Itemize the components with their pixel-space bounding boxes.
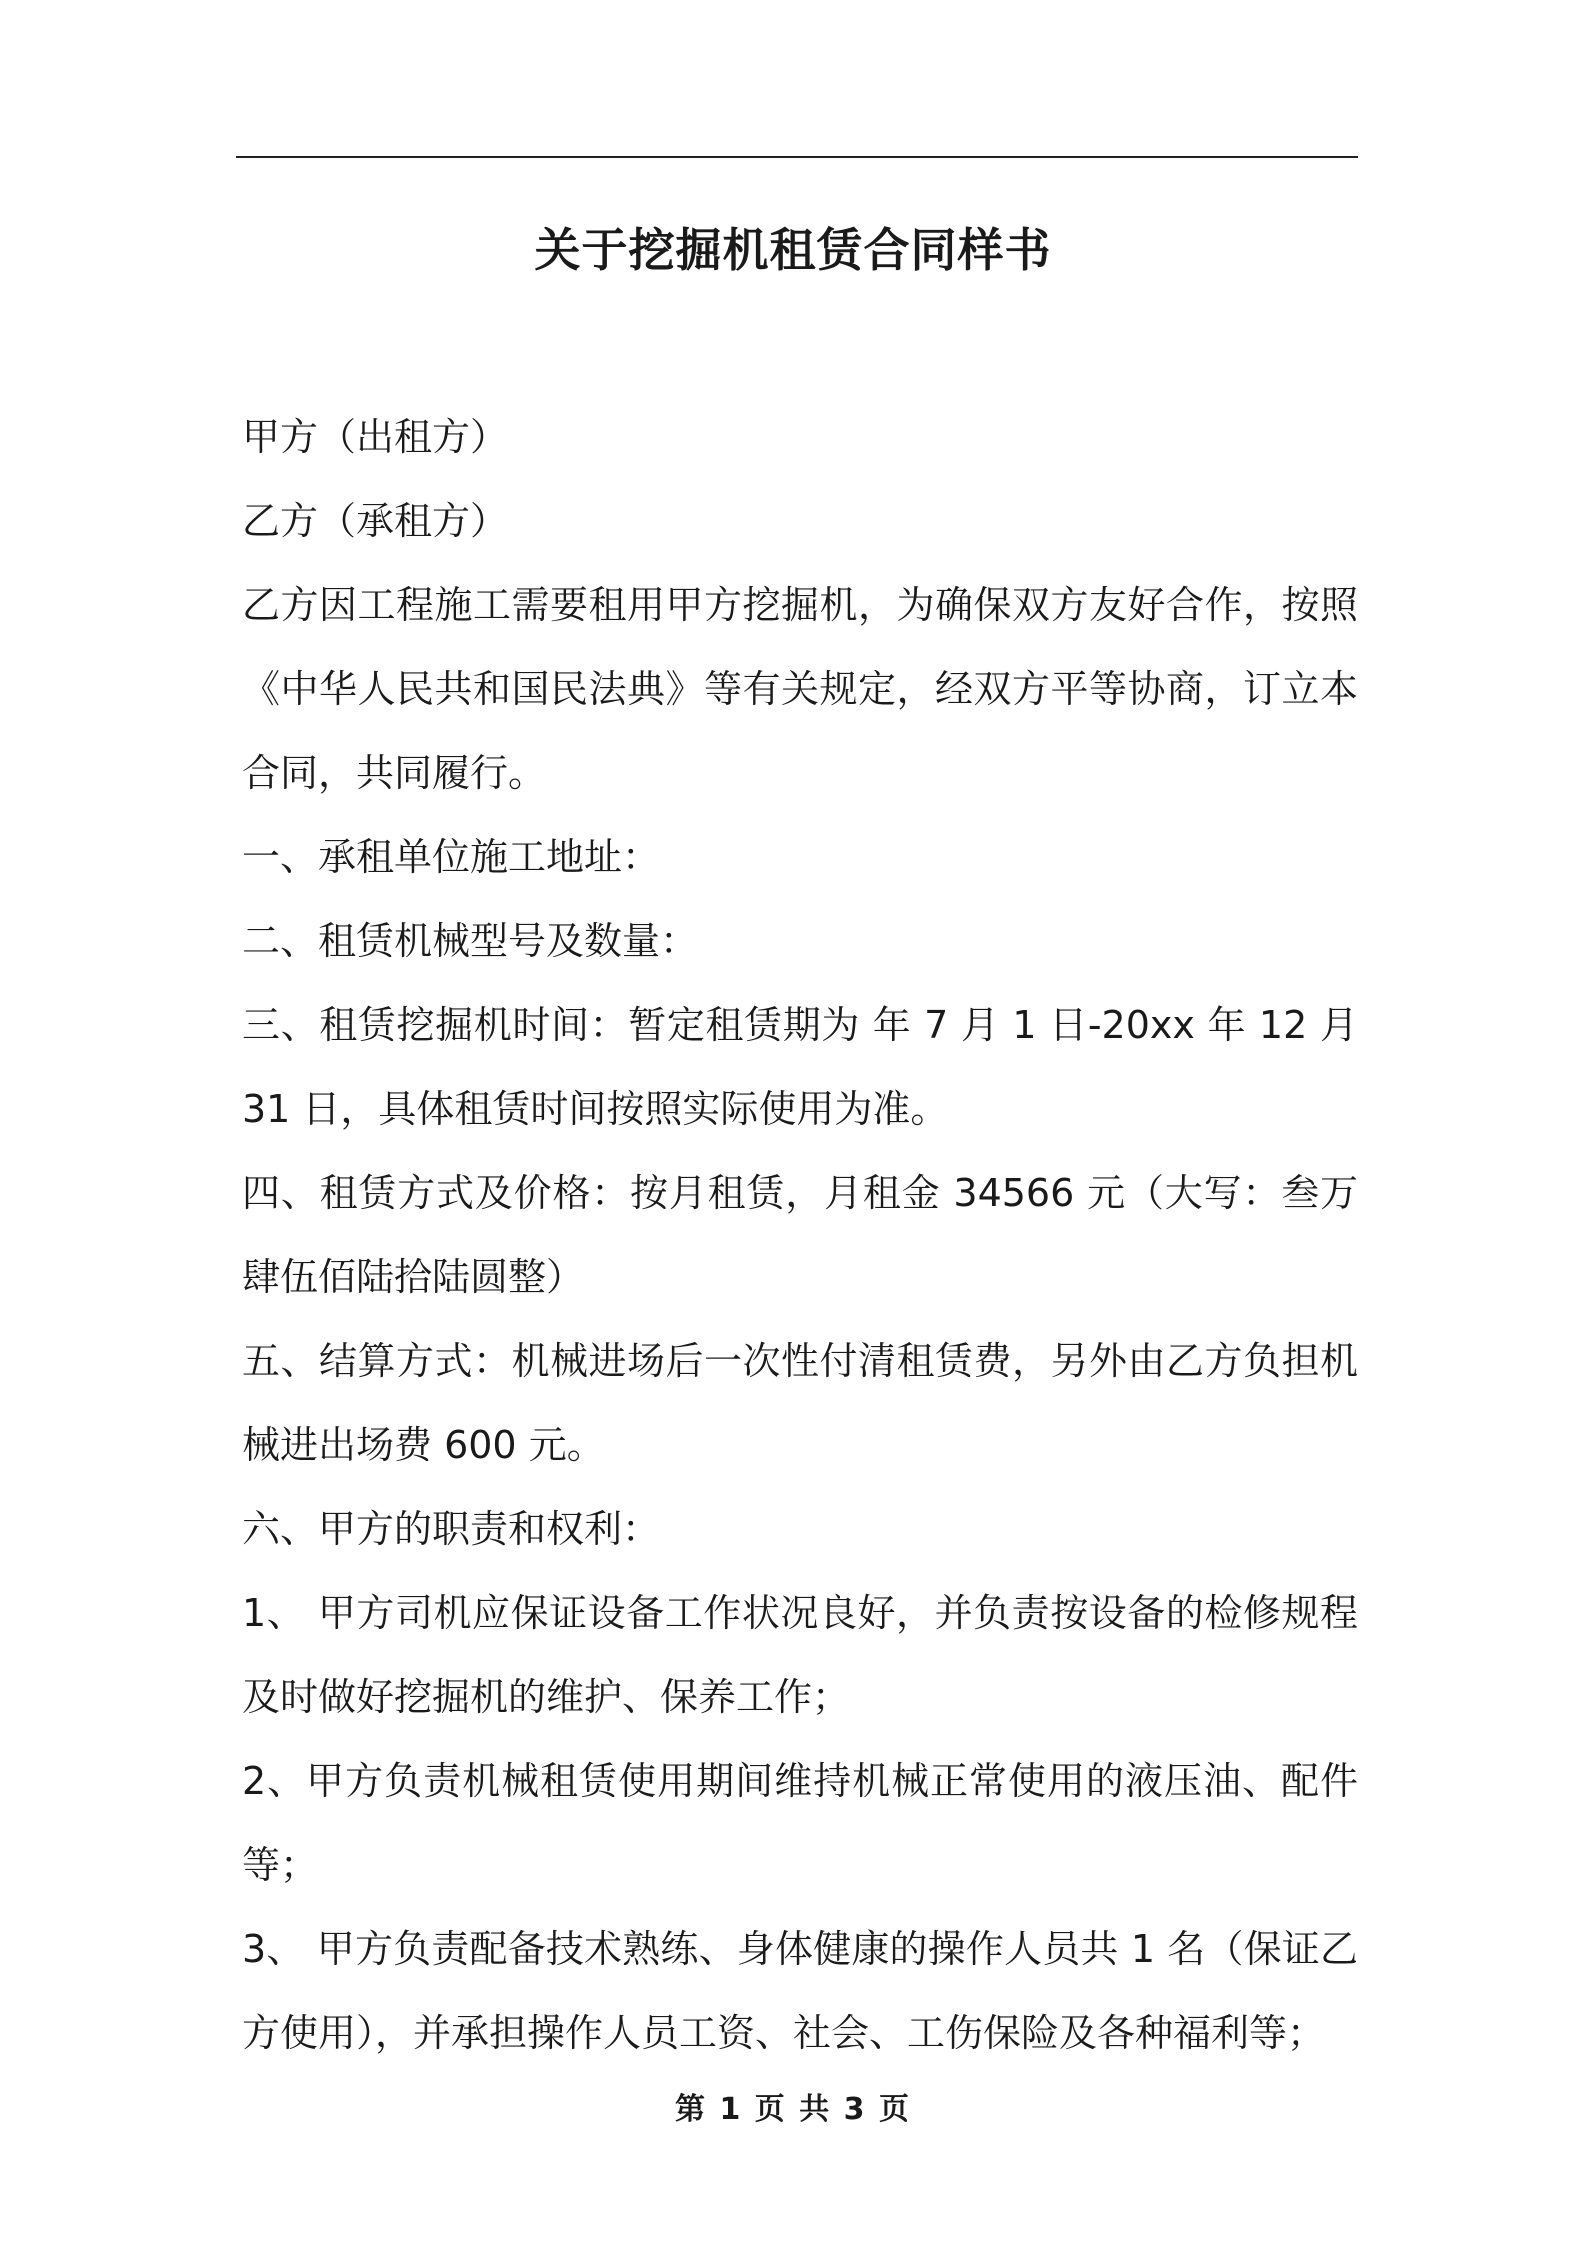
document-body [242, 395, 1358, 2075]
header-rule [236, 156, 1358, 158]
preamble-paragraph: 乙方因工程施工需要租用甲方挖掘机，为确保双方友好合作，按照《中华人民共和国民法典》等有关规定，经双方平等协商，订立本合同，共同履行。 [242, 583, 1358, 795]
clause-4: 四、租赁方式及价格：按月租赁，月租金 34566 元（大写：叁万肆伍佰陆拾陆圆整） [242, 1171, 1358, 1299]
document-title: 关于挖掘机租赁合同样书 [534, 223, 1052, 277]
clause-6-item-1: 1、 甲方司机应保证设备工作状况良好，并负责按设备的检修规程及时做好挖掘机的维护、保养工作； [242, 1591, 1358, 1719]
clause-6-heading: 六、甲方的职责和权利： [242, 1507, 661, 1551]
clause-1: 一、承租单位施工地址： [242, 835, 661, 879]
clause-6-item-3: 3、 甲方负责配备技术熟练、身体健康的操作人员共 1 名（保证乙方使用），并承担操作人员工资、社会、工伤保险及各种福利等； [242, 1927, 1358, 2055]
clause-6-item-2: 2、甲方负责机械租赁使用期间维持机械正常使用的液压油、配件等； [242, 1759, 1358, 1887]
clause-2: 二、租赁机械型号及数量： [242, 919, 699, 963]
party-a-line: 甲方（出租方） [242, 415, 509, 459]
page-footer: 第 1 页 共 3 页 [675, 2092, 911, 2127]
clause-5: 五、结算方式：机械进场后一次性付清租赁费，另外由乙方负担机械进出场费 600 元。 [242, 1339, 1358, 1467]
clause-3: 三、租赁挖掘机时间：暂定租赁期为 年 7 月 1 日-20xx 年 12 月 31 日，具体租赁时间按照实际使用为准。 [242, 1003, 1358, 1131]
party-b-line: 乙方（承租方） [242, 499, 509, 543]
